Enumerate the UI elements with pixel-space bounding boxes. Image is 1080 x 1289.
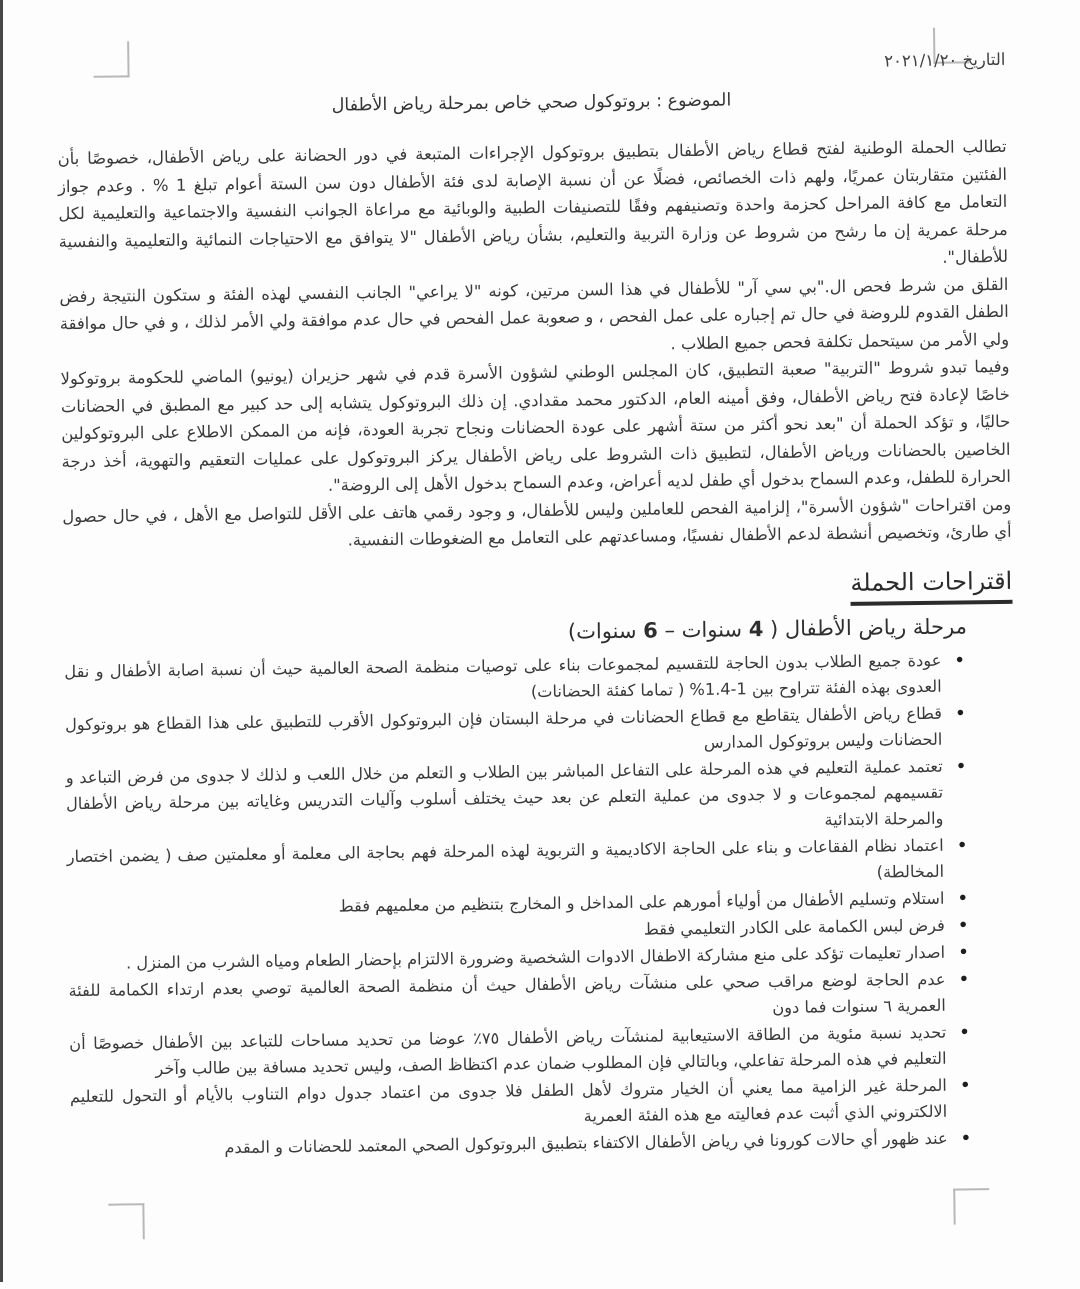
bullet-item: • فرض لبس الكمامة على الكادر التعليمي فقط <box>68 912 971 950</box>
bullet-item: • عند ظهور أي حالات كورونا في رياض الأطفال الاكتفاء بتطبيق البروتوكول الصحي المعتمد للحضانات و المقدم <box>70 1125 973 1163</box>
stage-subheading-pre: مرحلة رياض الأطفال ( <box>763 614 967 641</box>
bullet-item: • قطاع رياض الأطفال يتقاطع مع قطاع الحضانات في مرحلة البستان فإن البروتوكول الأقرب للتطبيق على هذا القطاع هو بروتوكول الحضانات وليس بروتوكول المدارس <box>65 700 969 764</box>
body-paragraph-2: القلق من شرط فحص ال."بي سي آر" للأطفال في هذا السن مرتين، كونه "لا يراعي" الجانب النفسي لهذه الفئة و ستكون النتيجة رفض الطفل القدوم للروضة في حال تم إجباره على عمل الفحص ، و صعوبة عمل الفحص في حال عدم موافقة ولي الأمر لذلك ، و في حال موافقة ولي الأمر من سيتحمل تكلفة فحص جميع الطلاب . <box>59 274 1010 353</box>
bullet-item: • اصدار تعليمات تؤكد على منع مشاركة الاطفال الادوات الشخصية وضرورة الالتزام بإحضار الطعام ومياه الشرب من المنزل . <box>68 939 971 977</box>
date-line: التاريخ ٢٠٢١/١/٢٠ <box>884 49 1006 71</box>
body-paragraph-3: وفيما تبدو شروط "التربية" صعبة التطبيق، كان المجلس الوطني لشؤون الأسرة قدم في شهر حزيران (يونيو) الماضي للحكومة بروتوكولا خاصًا لإعادة فتح رياض الأطفال، وفق أمينه العام، الدكتور محمد مقدادي. إن ذلك البروتوكول يتشابه إلى حد كبير مع المطبق في الحضانات حاليًا، و تؤكد الحملة أن "بعد نحو أكثر من ستة أشهر على عودة الحضانات ونجاح تجربة العودة، فإنه من الممكن الاطلاع على البروتوكولين الخاصين بالحضانات ورياض الأطفال، لتطبيق ذات الشروط على رياض الأطفال يركز البروتوكول على عمليات التعقيم والتهوية، أخذ درجة الحرارة للطفل، وعدم السماح بدخول أي طفل لديه أعراض، وعدم السماح بدخول الأهل إلى الروضة". <box>60 356 1012 495</box>
bullet-item: • عدم الحاجة لوضع مراقب صحي على منشآت رياض الأطفال حيث أن منظمة الصحة العالمية توصي بعدم ارتداء الكمامة للفئة العمرية ٦ سنوات فما دون <box>68 966 972 1030</box>
bullet-item: • اعتماد نظام الفقاعات و بناء على الحاجة الاكاديمية و التربوية لهذه المرحلة فهم بحاجة الى معلمة أو معلمتين صف ( يضمن اختصار المخالطة) <box>67 832 971 896</box>
body-paragraph-1: تطالب الحملة الوطنية لفتح قطاع رياض الأطفال بتطبيق بروتوكول الإجراءات المتبعة في دور الحضانة على رياض الأطفال، خصوصًا بأن الفئتين متقاربتان عمريًا، ولهم ذات الخصائص، فضلًا عن أن نسبة الإصابة لدى فئة الأطفال دون سن الستة أعوام تبلغ 1 % . وعدم جواز التعامل مع كافة المراحل كحزمة واحدة وتصنيفهم وفقًا للتصنيفات الطبية والوبائية مع مراعاة الجوانب النفسية والاجتماعية والتعليمية لكل مرحلة عمرية إن ما رشح من شروط عن وزارة التربية والتعليم، بشأن رياض الأطفال "لا يتوافق مع الاحتياجات النمائية والتعليمية والنفسية للأطفال". <box>57 136 1009 267</box>
campaign-suggestions-list <box>64 647 1020 1163</box>
bullet-item: • تعتمد عملية التعليم في هذه المرحلة على التفاعل المباشر بين الطلاب و التعلم من خلال اللعب و لذلك لا جدوى من فرض التباعد و تقسيمهم لمجموعات و لا جدوى من عملية التعلم عن بعد حيث يختلف أسلوب وآليات التدريس وغاياته بين مرحلة رياض الأطفال والمرحلة الابتدائية <box>66 753 970 843</box>
bullet-item: • عودة جميع الطلاب بدون الحاجة للتقسيم لمجموعات بناء على توصيات منظمة الصحة العالمية حيث أن نسبة اصابة الأطفال و نقل العدوى بهذه الفئة تتراوح بين 1-1.4% ( تماما كفئة الحضانات) <box>64 647 968 711</box>
stage-subheading-post: سنوات) <box>567 618 644 644</box>
subject-title: الموضوع : بروتوكول صحي خاص بمرحلة رياض الأطفال <box>331 90 732 116</box>
section-heading-row <box>63 545 1013 616</box>
bullet-item: • المرحلة غير الزامية مما يعني أن الخيار متروك لأهل الطفل فلا جدوى من اعتماد جدول دوام التناوب بالأيام أو التحول للتعليم الالكتروني الذي أثبت عدم فعاليته مع هذه الفئة العمرية <box>70 1072 974 1136</box>
bullet-item: • تحديد نسبة مئوية من الطاقة الاستيعابية لمنشآت رياض الأطفال ٧٥٪ عوضا من تحديد مساحات للتباعد بين الأطفال خصوصًا أن التعليم في هذه المرحلة تفاعلي، وبالتالي فإن المطلوب ضمان عدم اكتظاظ الصف، وليس تحديد مسافة بين طالب وآخر <box>69 1019 973 1083</box>
body-paragraph-4: ومن اقتراحات "شؤون الأسرة"، إلزامية الفحص للعاملين وليس للأطفال، و وجود رقمي هاتف على الأقل للتواصل مع الأهل ، في حال حصول أي طارئ، وتخصيص أنشطة لدعم الأطفال نفسيًا، ومساعدتهم على التعامل مع الضغوطات النفسية. <box>62 494 1012 550</box>
section-heading: اقتراحات الحملة <box>850 565 1012 605</box>
crop-mark-bottom-right <box>953 1188 989 1224</box>
stage-subheading <box>64 612 967 653</box>
bullet-item: • استلام وتسليم الأطفال من أولياء أمورهم على المداخل و المخارج بتنظيم من معلميهم فقط <box>67 885 970 923</box>
stage-subheading-num2: 6 <box>643 618 658 643</box>
stage-subheading-num1: 4 <box>748 616 764 641</box>
crop-mark-bottom-left <box>108 1203 144 1239</box>
document-content <box>56 50 1019 1164</box>
stage-subheading-mid: سنوات – <box>657 616 749 643</box>
